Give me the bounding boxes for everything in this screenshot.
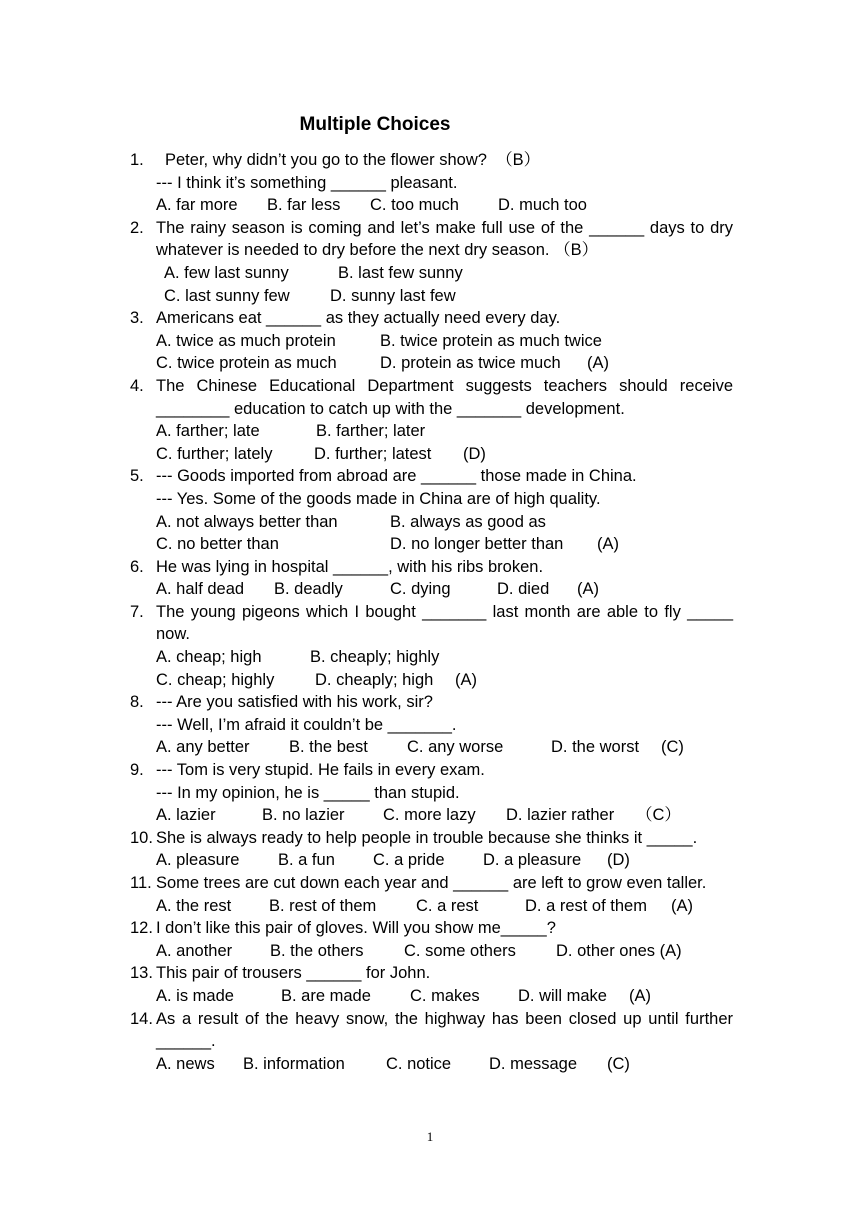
option-c: C. some others [404,941,516,960]
answer-key: (A) [629,986,651,1005]
question-number: 10. [130,828,153,847]
question-stem: As a result of the heavy snow, the highway has been closed up until further ______. [156,1009,733,1051]
option-c: C. no better than [156,535,279,554]
option-d: D. died [497,580,550,599]
question-stem: The young pigeons which I bought _______ last month are able to fly _____ now. [156,602,733,644]
question-number: 14. [130,1009,153,1028]
question-9 [130,759,733,827]
options-row [156,985,733,1008]
question-stem: --- Goods imported from abroad are ______ those made in China. [156,467,637,486]
option-a: A. twice as much protein [156,331,336,350]
option-d: D. will make [518,986,607,1005]
option-c: C. a rest [416,896,479,915]
answer-key: (D) [463,444,486,463]
option-b: B. information [243,1054,345,1073]
question-number: 7. [130,602,144,621]
option-d: D. protein as twice much [380,354,561,373]
question-stem: --- Tom is very stupid. He fails in every exam. [156,761,485,780]
options-row [156,352,733,375]
option-d: D. further; latest [314,444,432,463]
option-c: C. further; lately [156,444,273,463]
option-d: D. a rest of them [525,896,647,915]
option-d: D. other ones (A) [556,941,682,960]
options-row [156,443,733,466]
options-row [156,285,733,308]
question-number: 9. [130,761,144,780]
question-8 [130,691,733,759]
option-b: B. are made [281,986,371,1005]
question-stem: Peter, why didn’t you go to the flower show? （B） [165,151,541,169]
answer-key: (A) [671,896,693,915]
dialogue-line: --- Yes. Some of the goods made in China are of high quality. [156,489,601,508]
option-a: A. not always better than [156,512,338,531]
question-10 [130,827,733,872]
option-a: A. half dead [156,580,245,599]
option-b: B. cheaply; highly [310,648,440,667]
question-number: 13. [130,964,153,983]
page-number: 1 [426,1129,434,1144]
question-13 [130,962,733,1007]
question-number: 2. [130,218,144,237]
question-stem: She is always ready to help people in trouble because she thinks it _____. [156,828,698,847]
option-d: D. cheaply; high [315,670,434,689]
question-number: 6. [130,557,144,576]
answer-key: (A) [597,535,619,554]
option-b: B. twice protein as much twice [380,331,602,350]
question-1 [130,149,733,172]
options-row [156,736,733,759]
option-c: C. cheap; highly [156,670,275,689]
option-b: B. a fun [278,851,335,870]
option-a: A. farther; late [156,422,260,441]
question-2 [130,217,733,307]
dialogue-line: --- I think it’s something ______ pleasant. [156,173,458,192]
option-a: A. news [156,1054,215,1073]
options-row [156,330,733,353]
question-7 [130,601,733,691]
option-b: B. farther; later [316,422,426,441]
dialogue-line: --- Well, I’m afraid it couldn’t be _______. [156,715,457,734]
question-11 [130,872,733,917]
option-d: D. sunny last few [330,286,456,305]
question-stem: The Chinese Educational Department suggests teachers should receive ________ education to catch up with the _______ development. [156,376,733,418]
option-a: A. far more [156,196,238,215]
page-title: Multiple Choices [299,114,451,135]
options-row [156,804,733,827]
dialogue-line: --- In my opinion, he is _____ than stupid. [156,783,460,802]
question-5 [130,465,733,555]
option-c: C. notice [386,1054,452,1073]
question-12 [130,917,733,962]
question-stem: This pair of trousers ______ for John. [156,964,431,983]
option-a: A. lazier [156,806,216,825]
option-a: A. the rest [156,896,232,915]
options-row [156,940,733,963]
option-c: C. a pride [373,851,445,870]
options-row [156,646,733,669]
option-a: A. few last sunny [164,263,289,282]
option-c: C. twice protein as much [156,354,337,373]
option-b: B. last few sunny [338,263,463,282]
question-4 [130,375,733,465]
option-d: D. message [489,1054,578,1073]
question-number: 12. [130,919,153,938]
option-a: A. cheap; high [156,648,262,667]
option-d: D. the worst [551,738,640,757]
question-stem: Some trees are cut down each year and ______ are left to grow even taller. [156,874,707,892]
question-number: 3. [130,309,144,328]
option-a: A. another [156,941,233,960]
answer-key: （C） [636,806,681,825]
options-row [156,262,733,285]
question-number: 11. [130,874,152,892]
option-b: B. far less [267,196,341,215]
question-number: 1. [130,151,144,169]
option-c: C. dying [390,580,451,599]
question-number: 5. [130,467,144,486]
options-row [156,895,733,918]
option-c: C. last sunny few [164,286,290,305]
question-stem: Americans eat ______ as they actually need every day. [156,309,561,328]
options-row [156,578,733,601]
option-a: A. is made [156,986,234,1005]
question-number: 4. [130,376,144,395]
options-row [156,1053,733,1076]
option-d: D. a pleasure [483,851,582,870]
option-b: B. no lazier [262,806,345,825]
answer-key: (A) [577,580,599,599]
option-c: C. makes [410,986,480,1005]
options-row [156,194,733,217]
answer-key: (D) [607,851,630,870]
option-b: B. the best [289,738,368,757]
option-d: D. much too [498,196,587,215]
option-b: B. rest of them [269,896,377,915]
option-b: B. deadly [274,580,343,599]
question-14 [130,1008,733,1076]
answer-key: (C) [661,738,684,757]
answer-key: (A) [455,670,477,689]
options-row [156,669,733,692]
option-c: C. too much [370,196,459,215]
options-row [156,849,733,872]
options-row [156,533,733,556]
question-number: 8. [130,693,144,712]
question-stem: He was lying in hospital ______, with his ribs broken. [156,557,544,576]
option-d: D. lazier rather [506,806,615,825]
option-c: C. any worse [407,738,504,757]
option-d: D. no longer better than [390,535,564,554]
answer-key: (A) [587,354,609,373]
question-stem: The rainy season is coming and let’s make full use of the ______ days to dry whatever is needed to dry before the next dry season. （B） [156,218,733,260]
question-stem: I don’t like this pair of gloves. Will you show me_____? [156,919,556,938]
options-row [156,420,733,443]
option-b: B. always as good as [390,512,546,531]
question-list [130,149,733,1075]
question-stem: --- Are you satisfied with his work, sir? [156,693,433,712]
option-a: A. pleasure [156,851,240,870]
option-b: B. the others [270,941,364,960]
question-3 [130,307,733,375]
question-6 [130,556,733,601]
options-row [156,511,733,534]
option-c: C. more lazy [383,806,476,825]
option-a: A. any better [156,738,250,757]
answer-key: (C) [607,1054,630,1073]
